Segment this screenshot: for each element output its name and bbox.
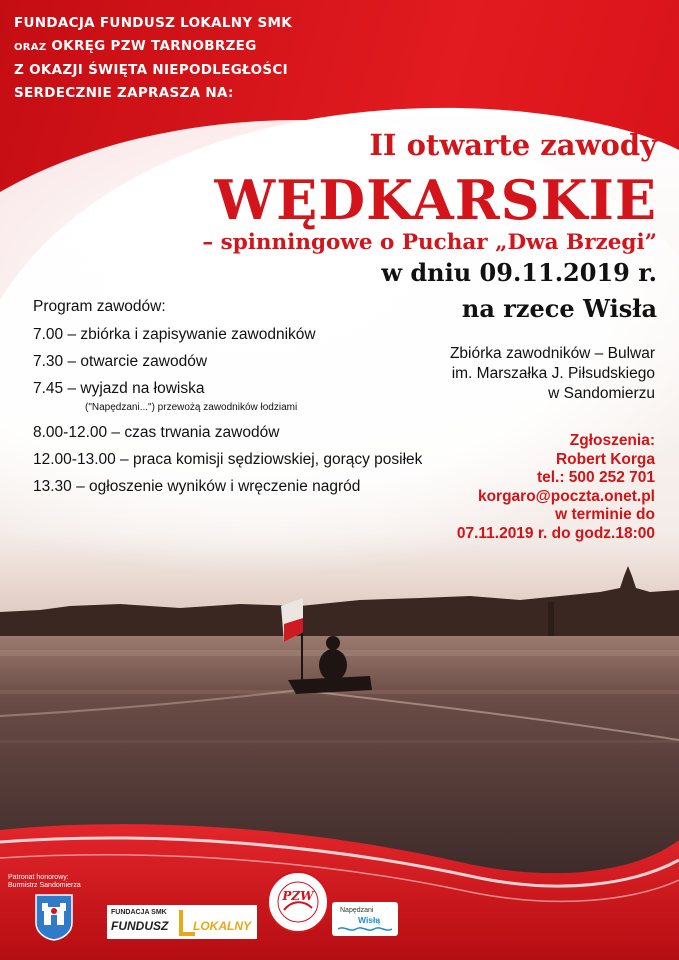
organizer-line-2-rest: OKRĘG PZW TARNOBRZEG [46, 38, 257, 54]
registration-contact-name: Robert Korga [555, 450, 655, 468]
pzw-text: PZW [282, 889, 314, 903]
organizer-line-1: FUNDACJA FUNDUSZ LOKALNY SMK [14, 15, 292, 31]
meeting-line-1: Zbiórka zawodników – Bulwar [449, 345, 655, 362]
registration-deadline: 07.11.2019 r. do godz.18:00 [456, 524, 655, 542]
program-item: 13.30 – ogłoszenie wyników i wręczenie nagród [33, 478, 361, 495]
patron-line-2: Burmistrz Sandomierza [8, 882, 81, 889]
event-date: w dniu 09.11.2019 r. [381, 258, 657, 287]
fund-word-2: LOKALNY [193, 919, 251, 933]
fund-small-text: FUNDACJA SMK [111, 909, 167, 916]
organizers-block [14, 12, 292, 105]
title-subtitle: – spinningowe o Puchar „Dwa Brzegi” [202, 230, 657, 255]
program-item: 7.30 – otwarcie zawodów [33, 353, 208, 370]
meeting-point-block [450, 344, 655, 404]
program-note: ("Napędzani...") przewożą zawodników łodziami [85, 402, 298, 413]
program-block [33, 298, 422, 505]
pzw-circle-logo [266, 870, 330, 934]
registration-email: korgaro@poczta.onet.pl [477, 487, 655, 505]
fundusz-lokalny-logo [107, 905, 257, 939]
title-line-1: II otwarte zawody [369, 128, 657, 162]
program-item: 12.00-13.00 – praca komisji sędziowskiej, gorący posiłek [33, 451, 423, 468]
registration-heading: Zgłoszenia: [569, 432, 655, 449]
patron-label [8, 874, 81, 890]
registration-block [457, 432, 655, 543]
meeting-line-2: im. Marszałka J. Piłsudskiego [451, 365, 655, 382]
organizer-line-2 [14, 35, 292, 59]
event-place: na rzece Wisła [461, 294, 657, 323]
title-main: WĘDKARSKIE [214, 168, 657, 232]
program-item: 8.00-12.00 – czas trwania zawodów [33, 424, 280, 441]
organizer-line-3: Z OKAZJI ŚWIĘTA NIEPODLEGŁOŚCI [14, 62, 288, 78]
napedzani-wisla-logo [332, 902, 398, 936]
naped-line-2: Wisłą [358, 915, 381, 925]
program-heading: Program zawodów: [33, 298, 166, 315]
program-item: 7.00 – zbiórka i zapisywanie zawodników [33, 326, 316, 343]
naped-line-1: Napędzani [340, 907, 374, 914]
sandomierz-crest-icon [34, 893, 74, 941]
meeting-line-3: w Sandomierzu [548, 385, 655, 402]
registration-phone: tel.: 500 252 701 [536, 469, 655, 486]
registration-deadline-label: w terminie do [555, 506, 655, 523]
wave-icon [338, 925, 392, 933]
organizer-line-4: SERDECZNIE ZAPRASZA NA: [14, 85, 234, 101]
organizer-line-2-prefix: ORAZ [14, 42, 47, 53]
patron-line-1: Patronat honorowy: [8, 874, 69, 881]
program-item: 7.45 – wyjazd na łowiska [33, 380, 205, 397]
fund-word-1: FUNDUSZ [111, 919, 169, 933]
